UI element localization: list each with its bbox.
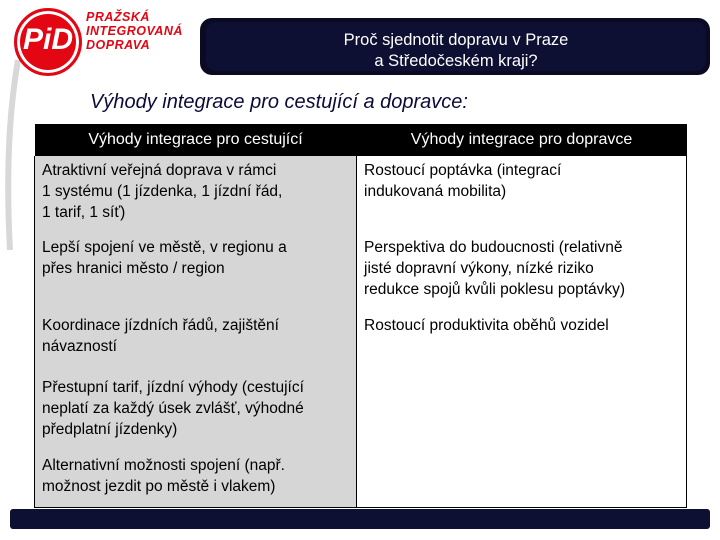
pid-logo-mark: PiD <box>22 23 73 56</box>
cell-line: Alternativní možnosti spojení (např. <box>42 457 285 474</box>
cell-operators-empty <box>357 451 687 508</box>
cell-line: Koordinace jízdních řádů, zajištění <box>42 317 279 334</box>
cell-line: jisté dopravní výkony, nízké riziko <box>364 260 594 277</box>
logo-line: PRAŽSKÁ <box>86 10 150 24</box>
cell-passengers <box>35 373 357 451</box>
cell-line: indukovaná mobilita) <box>364 183 507 200</box>
cell-operators <box>357 311 687 373</box>
cell-line: možnost jezdit po městě i vlakem) <box>42 478 276 495</box>
cell-passengers <box>35 311 357 373</box>
cell-line: předplatní jízdenky) <box>42 421 178 438</box>
cell-operators <box>357 156 687 233</box>
cell-line: Přestupní tarif, jízdní výhody (cestující <box>42 379 304 396</box>
cell-operators-empty <box>357 373 687 451</box>
cell-line: přes hranici město / region <box>42 260 225 277</box>
benefits-table <box>34 124 687 508</box>
logo-line: INTEGROVANÁ <box>86 24 183 38</box>
pid-logo <box>14 8 214 78</box>
table-row <box>35 233 687 311</box>
cell-operators <box>357 233 687 311</box>
header-operators: Výhody integrace pro dopravce <box>357 124 687 156</box>
cell-line: návazností <box>42 338 117 355</box>
cell-line: 1 systému (1 jízdenka, 1 jízdní řád, <box>42 183 283 200</box>
table-row <box>35 156 687 233</box>
cell-passengers <box>35 233 357 311</box>
cell-line: redukce spojů kvůli poklesu poptávky) <box>364 281 626 298</box>
title-banner <box>200 18 710 75</box>
cell-line: 1 tarif, 1 síť) <box>42 204 126 221</box>
slide-subtitle: Výhody integrace pro cestující a dopravce: <box>90 91 468 113</box>
slide-title-line1: Proč sjednotit dopravu v Praze <box>343 31 569 49</box>
cell-line: Lepší spojení ve městě, v regionu a <box>42 239 287 256</box>
pid-logo-circle <box>14 8 82 76</box>
title-banner-inner <box>206 22 706 71</box>
cell-passengers <box>35 156 357 233</box>
cell-line: Perspektiva do budoucnosti (relativně <box>364 239 623 256</box>
logo-line: DOPRAVA <box>86 38 151 52</box>
cell-passengers <box>35 451 357 508</box>
cell-line: neplatí za každý úsek zvlášť, výhodné <box>42 400 304 417</box>
table-row <box>35 373 687 451</box>
table-row <box>35 311 687 373</box>
header-passengers: Výhody integrace pro cestující <box>35 124 357 156</box>
table-row <box>35 451 687 508</box>
table-header-row <box>35 124 687 156</box>
slide-title <box>206 30 706 72</box>
footer-bar <box>10 509 710 529</box>
cell-line: Atraktivní veřejná doprava v rámci <box>42 162 277 179</box>
cell-line: Rostoucí produktivita oběhů vozidel <box>364 317 609 334</box>
pid-logo-wordmark <box>86 10 183 52</box>
cell-line: Rostoucí poptávka (integrací <box>364 162 562 179</box>
slide-title-line2: a Středočeském kraji? <box>374 52 538 70</box>
